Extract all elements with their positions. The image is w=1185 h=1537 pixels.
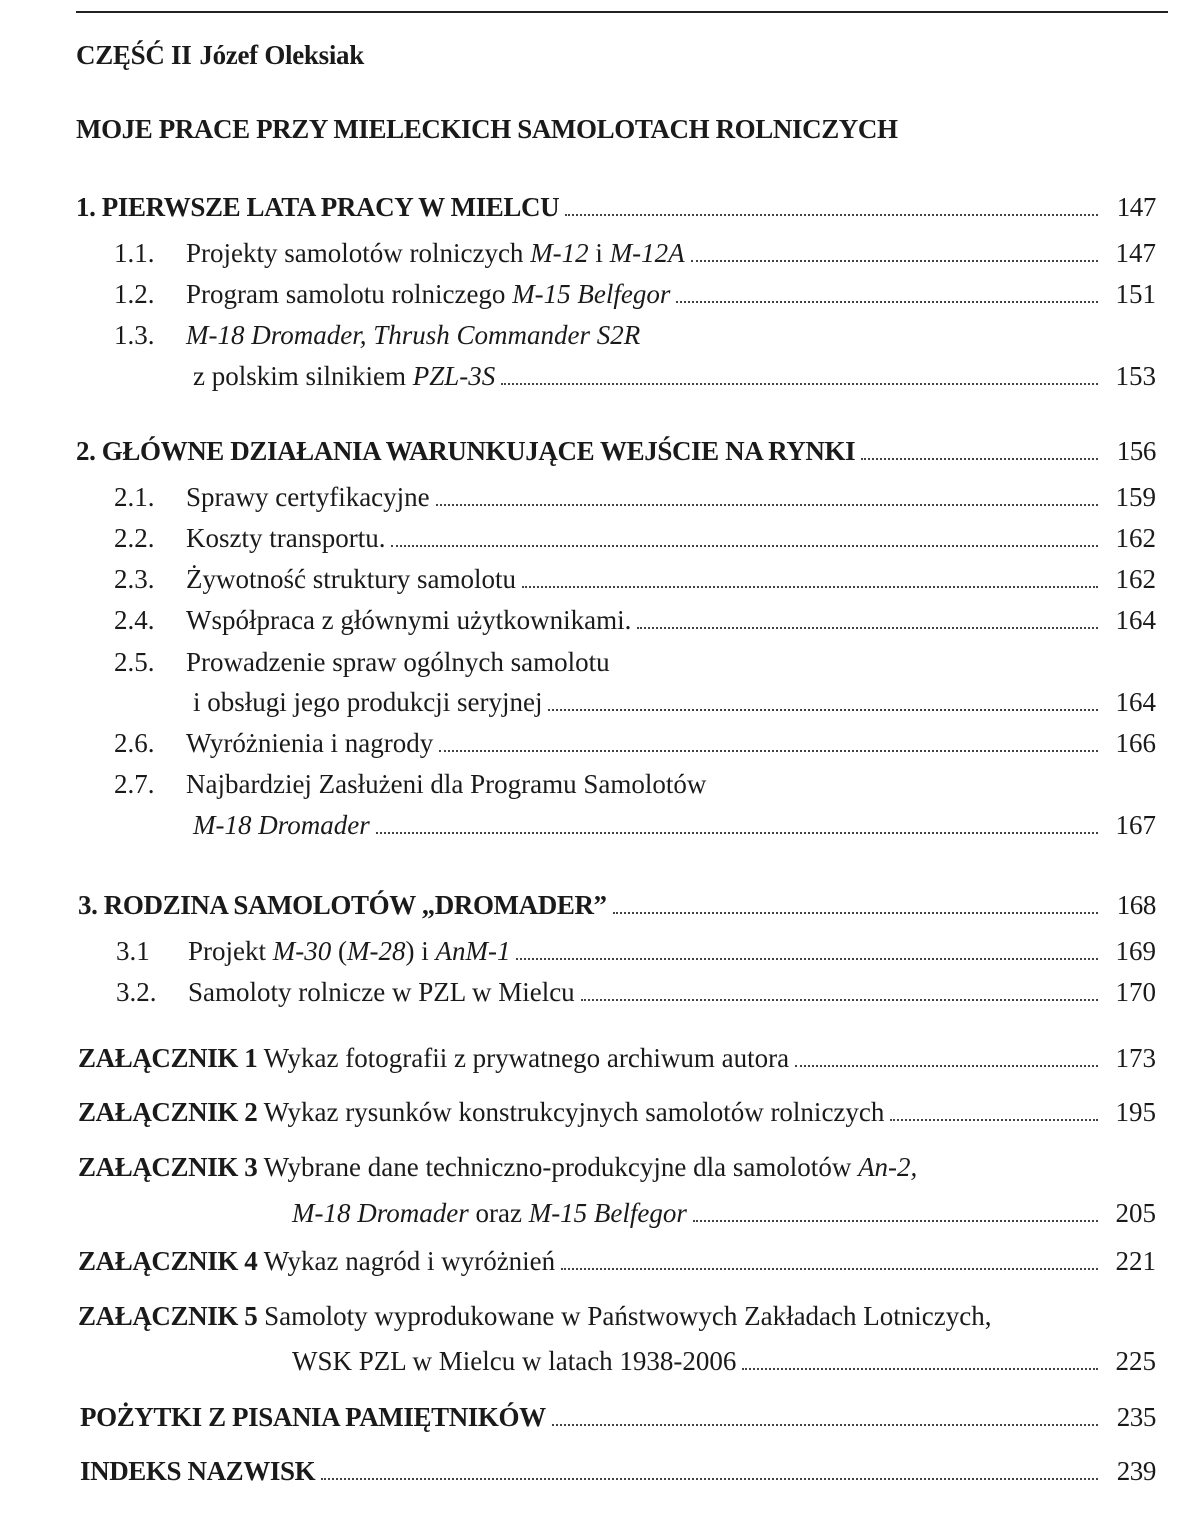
toc-page-number: 170 [1115,977,1156,1007]
toc-section-number: 2.7. [114,769,155,799]
toc-entry-title: ZAŁĄCZNIK 1 Wykaz fotografii z prywatnego archiwum autora [78,1043,790,1073]
toc-entry-title: Żywotność struktury samolotu [186,564,516,594]
toc-section-number: 2.6. [114,728,155,758]
toc-entry-title: INDEKS NAZWISK [80,1456,316,1486]
toc-section-number: 2.4. [114,605,155,635]
toc-section-number: 2.1. [114,482,155,512]
dot-leader [561,1246,1098,1270]
toc-section-number: 3.2. [116,977,157,1007]
toc-page-number: 159 [1115,482,1156,512]
toc-section-number: 2.5. [114,647,155,677]
toc-page-number: 235 [1116,1402,1156,1432]
dot-leader [676,279,1098,303]
toc-entry-title: ZAŁĄCZNIK 3 Wybrane dane techniczno-produkcyjne dla samolotów An-2, [78,1152,918,1182]
dot-leader [522,564,1098,588]
toc-entry-title: Koszty transportu. [186,523,386,553]
toc-page-number: 167 [1115,810,1156,840]
toc-section-2-4[interactable] [114,605,1156,639]
dot-leader [548,687,1098,711]
toc-page-number: 195 [1115,1097,1156,1127]
dot-leader [861,436,1098,460]
toc-annex-5-line1[interactable] [78,1301,1156,1335]
toc-section-2-5-line2[interactable] [193,687,1156,721]
toc-section-number: 1.2. [114,279,155,309]
toc-section-2-3[interactable] [114,564,1156,598]
toc-section-3-2[interactable] [116,977,1156,1011]
toc-section-3-1[interactable] [116,936,1156,970]
toc-entry-title: 2. GŁÓWNE DZIAŁANIA WARUNKUJĄCE WEJŚCIE NA RYNKI [76,436,856,466]
dot-leader [565,192,1098,216]
toc-entry-title: Prowadzenie spraw ogólnych samolotu [186,647,610,677]
dot-leader [376,810,1098,834]
toc-page-number: 156 [1116,436,1156,466]
toc-entry-title: Sprawy certyfikacyjne [186,482,430,512]
toc-page-number: 164 [1115,687,1156,717]
toc-annex-3-line1[interactable] [78,1152,1156,1186]
dot-leader [516,936,1098,960]
toc-page-number: 221 [1115,1246,1156,1276]
toc-section-number: 2.3. [114,564,155,594]
toc-entry-title: Projekty samolotów rolniczych M-12 i M-12A [186,238,685,268]
toc-entry-title: 1. PIERWSZE LATA PRACY W MIELCU [76,192,560,222]
toc-section-2-7-line2[interactable] [193,810,1156,844]
dot-leader [691,238,1098,262]
part-author: Józef Oleksiak [199,40,364,70]
toc-entry-title-cont: M-18 Dromader [193,810,370,840]
toc-section-2-5-line1[interactable] [114,647,1156,681]
toc-annex-3-line2[interactable] [292,1198,1156,1232]
toc-entry-title: Samoloty rolnicze w PZL w Mielcu [188,977,575,1007]
dot-leader [581,977,1098,1001]
toc-entry-title: 3. RODZINA SAMOLOTÓW „DROMADER” [78,890,607,920]
toc-page-number: 164 [1115,605,1156,635]
toc-entry-title: ZAŁĄCZNIK 2 Wykaz rysunków konstrukcyjnych samolotów rolniczych [78,1097,885,1127]
dot-leader [501,361,1098,385]
dot-leader [321,1456,1098,1480]
toc-page-number: 147 [1116,192,1156,222]
dot-leader [391,523,1098,547]
toc-page-number: 147 [1115,238,1156,268]
dot-leader [613,890,1098,914]
toc-section-2-2[interactable] [114,523,1156,557]
toc-page-number: 153 [1115,361,1156,391]
toc-page-number: 151 [1115,279,1156,309]
toc-page-number: 205 [1115,1198,1156,1228]
toc-section-1-3-line1[interactable] [114,320,1156,354]
toc-annex-1[interactable] [78,1043,1156,1077]
part-label: CZĘŚĆ II [76,40,192,70]
toc-chapter-index[interactable] [80,1456,1156,1490]
toc-entry-title: ZAŁĄCZNIK 4 Wykaz nagród i wyróżnień [78,1246,556,1276]
toc-entry-title: Współpraca z głównymi użytkownikami. [186,605,632,635]
toc-entry-title: Program samolotu rolniczego M-15 Belfegor [186,279,671,309]
toc-entry-title: Najbardziej Zasłużeni dla Programu Samolotów [186,769,707,799]
toc-chapter-memoirs[interactable] [80,1402,1156,1436]
toc-chapter-3[interactable] [78,890,1156,924]
toc-entry-title: M-18 Dromader, Thrush Commander S2R [186,320,641,350]
toc-section-1-1[interactable] [114,238,1156,272]
toc-page-number: 162 [1115,523,1156,553]
dot-leader [890,1097,1098,1121]
toc-entry-title-cont: M-18 Dromader oraz M-15 Belfegor [292,1198,687,1228]
toc-section-number: 1.1. [114,238,155,268]
toc-section-2-7-line1[interactable] [114,769,1156,803]
toc-page-number: 168 [1116,890,1156,920]
dot-leader [637,605,1098,629]
toc-section-2-1[interactable] [114,482,1156,516]
toc-page-number: 225 [1115,1346,1156,1376]
toc-entry-title: Wyróżnienia i nagrody [186,728,434,758]
toc-annex-5-line2[interactable] [292,1346,1156,1380]
dot-leader [552,1402,1098,1426]
toc-entry-title-cont: z polskim silnikiem PZL-3S [193,361,496,391]
dot-leader [693,1198,1098,1222]
toc-chapter-1[interactable] [76,192,1156,226]
toc-page-number: 169 [1115,936,1156,966]
toc-entry-title: ZAŁĄCZNIK 5 Samoloty wyprodukowane w Państwowych Zakładach Lotniczych, [78,1301,992,1331]
toc-entry-title-cont: WSK PZL w Mielcu w latach 1938-2006 [292,1346,737,1376]
toc-section-1-3-line2[interactable] [193,361,1156,395]
dot-leader [742,1346,1098,1370]
toc-page-number: 162 [1115,564,1156,594]
toc-annex-4[interactable] [78,1246,1156,1280]
toc-page-number: 173 [1115,1043,1156,1073]
dot-leader [436,482,1098,506]
toc-section-2-6[interactable] [114,728,1156,762]
toc-annex-2[interactable] [78,1097,1156,1131]
toc-section-number: 2.2. [114,523,155,553]
toc-entry-title: Projekt M-30 (M-28) i AnM-1 [188,936,511,966]
toc-page-number: 239 [1116,1456,1156,1486]
toc-entry-title: POŻYTKI Z PISANIA PAMIĘTNIKÓW [80,1402,546,1432]
page-title: MOJE PRACE PRZY MIELECKICH SAMOLOTACH ROLNICZYCH [76,114,898,144]
toc-section-number: 3.1 [116,936,150,966]
toc-entry-title-cont: i obsługi jego produkcji seryjnej [193,687,543,717]
toc-page-number: 166 [1115,728,1156,758]
dot-leader [439,728,1098,752]
toc-chapter-2[interactable] [76,436,1156,470]
toc-section-1-2[interactable] [114,279,1156,313]
toc-section-number: 1.3. [114,320,155,350]
dot-leader [795,1043,1098,1067]
